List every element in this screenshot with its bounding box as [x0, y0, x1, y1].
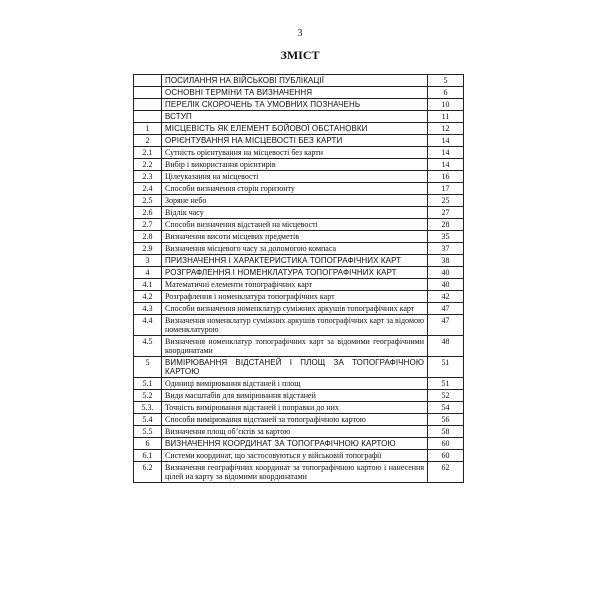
- toc-section-title: Визначення висоти місцевих предметів: [162, 231, 428, 243]
- toc-section-number: 2.4: [134, 183, 162, 195]
- toc-row: [134, 75, 464, 87]
- toc-page-number: 14: [428, 135, 464, 147]
- toc-page-number: 62: [428, 462, 464, 483]
- toc-section-number: 5.5: [134, 426, 162, 438]
- toc-row: [134, 195, 464, 207]
- toc-page-number: 40: [428, 267, 464, 279]
- toc-section-number: 1: [134, 123, 162, 135]
- toc-section-number: 2.9: [134, 243, 162, 255]
- toc-row: [134, 303, 464, 315]
- toc-section-number: 4: [134, 267, 162, 279]
- toc-row: [134, 231, 464, 243]
- toc-section-number: 2.2: [134, 159, 162, 171]
- toc-page-number: 25: [428, 195, 464, 207]
- toc-row: [134, 111, 464, 123]
- toc-section-title: Визначення географічних координат за топографічною картою і нанесення цілей на карту за відомими координатами: [162, 462, 428, 483]
- toc-row: [134, 219, 464, 231]
- toc-section-title: Розграфлення і номенклатура топографічних карт: [162, 291, 428, 303]
- toc-section-title: Способи вимірювання відстаней за топографічною картою: [162, 414, 428, 426]
- toc-page-number: 56: [428, 414, 464, 426]
- toc-page-number: 35: [428, 231, 464, 243]
- toc-section-number: 6.1: [134, 450, 162, 462]
- toc-section-title: ВИЗНАЧЕННЯ КООРДИНАТ ЗА ТОПОГРАФІЧНОЮ КАРТОЮ: [162, 438, 428, 450]
- toc-page-number: 6: [428, 87, 464, 99]
- toc-page-number: 54: [428, 402, 464, 414]
- toc-row: [134, 207, 464, 219]
- toc-row: [134, 426, 464, 438]
- toc-section-number: 3: [134, 255, 162, 267]
- toc-page-number: 47: [428, 303, 464, 315]
- toc-section-number: 4.1: [134, 279, 162, 291]
- toc-section-number: 4.2: [134, 291, 162, 303]
- toc-page-number: 10: [428, 99, 464, 111]
- toc-row: [134, 243, 464, 255]
- toc-row: [134, 87, 464, 99]
- toc-page-number: 51: [428, 378, 464, 390]
- toc-page-number: 14: [428, 159, 464, 171]
- page-number: 3: [297, 28, 303, 39]
- toc-section-number: 5: [134, 357, 162, 378]
- toc-section-number: 2.1: [134, 147, 162, 159]
- toc-page-number: 28: [428, 219, 464, 231]
- toc-page-number: 40: [428, 279, 464, 291]
- toc-section-number: 5.3.: [134, 402, 162, 414]
- toc-section-number: [134, 75, 162, 87]
- toc-section-number: 6: [134, 438, 162, 450]
- toc-row: [134, 402, 464, 414]
- toc-page-number: 5: [428, 75, 464, 87]
- toc-section-title: Способи визначення сторін горизонту: [162, 183, 428, 195]
- toc-row: [134, 159, 464, 171]
- toc-section-title: Точність вимірювання відстаней і поправки до них: [162, 402, 428, 414]
- toc-page-number: 14: [428, 147, 464, 159]
- toc-page-number: 60: [428, 450, 464, 462]
- toc-section-title: Способи визначення відстаней на місцевості: [162, 219, 428, 231]
- toc-section-number: 2.5: [134, 195, 162, 207]
- toc-section-title: РОЗГРАФЛЕННЯ І НОМЕНКЛАТУРА ТОПОГРАФІЧНИХ КАРТ: [162, 267, 428, 279]
- toc-row: [134, 135, 464, 147]
- toc-section-number: 6.2: [134, 462, 162, 483]
- page-title: ЗМІСТ: [280, 48, 320, 62]
- toc-page-number: 11: [428, 111, 464, 123]
- toc-row: [134, 462, 464, 483]
- toc-page-number: 60: [428, 438, 464, 450]
- toc-section-number: 2.6: [134, 207, 162, 219]
- toc-page-number: 52: [428, 390, 464, 402]
- toc-section-title: Вибір і використання орієнтирів: [162, 159, 428, 171]
- toc-section-title: Способи визначення номенклатур суміжних аркушів топографічних карт: [162, 303, 428, 315]
- toc-row: [134, 315, 464, 336]
- toc-section-title: ПОСИЛАННЯ НА ВІЙСЬКОВІ ПУБЛІКАЦІЇ: [162, 75, 428, 87]
- table-of-contents: [133, 74, 464, 483]
- toc-section-number: 4.5: [134, 336, 162, 357]
- toc-row: [134, 171, 464, 183]
- toc-section-title: ОСНОВНІ ТЕРМІНИ ТА ВИЗНАЧЕННЯ: [162, 87, 428, 99]
- toc-section-number: 4.4: [134, 315, 162, 336]
- toc-section-title: Визначення площ об’єктів за картою: [162, 426, 428, 438]
- toc-section-title: Сутність орієнтування на місцевості без карти: [162, 147, 428, 159]
- toc-page-number: 37: [428, 243, 464, 255]
- toc-row: [134, 438, 464, 450]
- toc-row: [134, 255, 464, 267]
- toc-page-number: 16: [428, 171, 464, 183]
- toc-row: [134, 147, 464, 159]
- toc-section-title: Одиниці вимірювання відстаней і площ: [162, 378, 428, 390]
- toc-row: [134, 414, 464, 426]
- toc-section-title: Системи координат, що застосовуються у військовій топографії: [162, 450, 428, 462]
- toc-section-title: Види масштабів для вимірювання відстаней: [162, 390, 428, 402]
- toc-section-number: 5.2: [134, 390, 162, 402]
- toc-row: [134, 99, 464, 111]
- toc-section-title: Зоряне небо: [162, 195, 428, 207]
- toc-row: [134, 291, 464, 303]
- toc-page-number: 17: [428, 183, 464, 195]
- toc-row: [134, 390, 464, 402]
- toc-section-title: ОРІЄНТУВАННЯ НА МІСЦЕВОСТІ БЕЗ КАРТИ: [162, 135, 428, 147]
- toc-section-number: 4.3: [134, 303, 162, 315]
- toc-row: [134, 123, 464, 135]
- toc-section-title: МІСЦЕВІСТЬ ЯК ЕЛЕМЕНТ БОЙОВОЇ ОБСТАНОВКИ: [162, 123, 428, 135]
- toc-section-title: ПЕРЕЛІК СКОРОЧЕНЬ ТА УМОВНИХ ПОЗНАЧЕНЬ: [162, 99, 428, 111]
- toc-row: [134, 357, 464, 378]
- toc-section-number: 2.7: [134, 219, 162, 231]
- toc-section-title: ВИМІРЮВАННЯ ВІДСТАНЕЙ І ПЛОЩ ЗА ТОПОГРАФІЧНОЮ КАРТОЮ: [162, 357, 428, 378]
- toc-row: [134, 450, 464, 462]
- toc-page-number: 58: [428, 426, 464, 438]
- toc-section-number: 2.3: [134, 171, 162, 183]
- toc-section-title: Відлік часу: [162, 207, 428, 219]
- toc-row: [134, 279, 464, 291]
- toc-section-title: ВСТУП: [162, 111, 428, 123]
- toc-row: [134, 378, 464, 390]
- toc-section-number: [134, 87, 162, 99]
- toc-page-number: 47: [428, 315, 464, 336]
- toc-section-number: 2: [134, 135, 162, 147]
- toc-section-number: [134, 111, 162, 123]
- toc-section-title: ПРИЗНАЧЕННЯ І ХАРАКТЕРИСТИКА ТОПОГРАФІЧНИХ КАРТ: [162, 255, 428, 267]
- toc-section-title: Визначення місцевого часу за допомогою компаса: [162, 243, 428, 255]
- toc-row: [134, 267, 464, 279]
- toc-section-title: Визначення номенклатур топографічних карт за відомими географічними координатами: [162, 336, 428, 357]
- toc-row: [134, 336, 464, 357]
- toc-page-number: 42: [428, 291, 464, 303]
- toc-section-title: Цілеуказання на місцевості: [162, 171, 428, 183]
- toc-section-number: 2.8: [134, 231, 162, 243]
- toc-page-number: 48: [428, 336, 464, 357]
- toc-section-number: [134, 99, 162, 111]
- toc-page-number: 12: [428, 123, 464, 135]
- toc-section-number: 5.1: [134, 378, 162, 390]
- toc-page-number: 38: [428, 255, 464, 267]
- toc-section-number: 5.4: [134, 414, 162, 426]
- toc-page-number: 27: [428, 207, 464, 219]
- toc-section-title: Визначення номенклатур суміжних аркушів топографічних карт за відомою номенклатурою: [162, 315, 428, 336]
- toc-section-title: Математичні елементи топографічних карт: [162, 279, 428, 291]
- toc-page-number: 51: [428, 357, 464, 378]
- toc-row: [134, 183, 464, 195]
